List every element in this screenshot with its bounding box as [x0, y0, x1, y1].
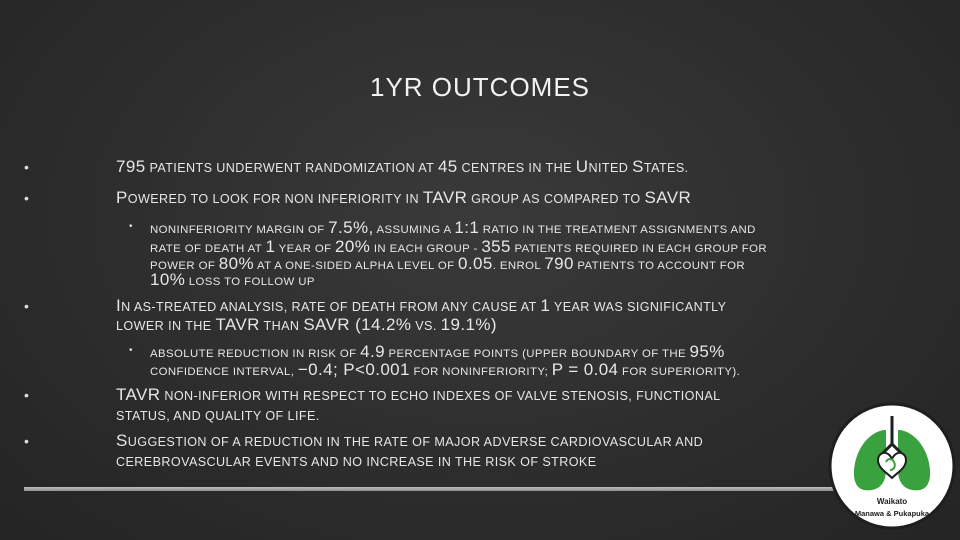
text-segment: CONFIDENCE INTERVAL, — [150, 366, 298, 378]
waikato-logo-icon — [828, 400, 956, 532]
text-segment: P — [116, 188, 128, 207]
bullet-symbol: • — [24, 433, 29, 449]
text-segment: NONINFERIORITY MARGIN OF — [150, 224, 329, 236]
text-segment: −0.4; — [297, 360, 339, 379]
text-segment: I — [116, 296, 122, 315]
text-segment: S — [632, 157, 644, 176]
text-segment: IN EACH GROUP - — [370, 243, 482, 255]
text-segment: S — [116, 431, 128, 450]
text-segment: VS. — [411, 319, 441, 333]
text-segment: TAVR — [422, 188, 468, 207]
text-segment: 0.05 — [458, 254, 493, 273]
bullet-symbol: • — [24, 190, 29, 206]
sub-bullet-line — [150, 218, 756, 237]
text-segment: CEREBROVASCULAR EVENTS AND NO INCREASE IN THE RISK OF STROKE — [116, 455, 597, 469]
text-segment: CENTRES IN THE — [457, 161, 576, 175]
bullet-line — [116, 455, 597, 469]
text-segment: N AS-TREATED ANALYSIS, RATE OF DEATH FROM ANY CAUSE AT — [121, 300, 541, 314]
text-segment: TAVR — [215, 315, 260, 334]
bullet-line — [116, 315, 497, 334]
sub-bullet-line — [150, 360, 741, 379]
bullet-symbol: • — [129, 221, 133, 232]
text-segment: UGGESTION OF A REDUCTION IN THE RATE OF MAJOR ADVERSE CARDIOVASCULAR AND — [127, 435, 704, 449]
text-segment: 355 — [481, 237, 511, 256]
text-segment: RATE OF DEATH AT — [150, 243, 266, 255]
text-segment: 95% — [689, 342, 725, 361]
text-segment: RATIO IN THE TREATMENT ASSIGNMENTS AND — [479, 224, 756, 236]
bullet-line — [116, 296, 727, 315]
text-segment: 1:1 — [454, 218, 480, 237]
text-segment: SAVR (14.2% — [303, 315, 412, 334]
text-segment: 795 — [116, 157, 146, 176]
bullet-line — [116, 188, 692, 207]
text-segment: NITED — [588, 161, 633, 175]
text-segment: PATIENTS UNDERWENT RANDOMIZATION AT — [145, 161, 438, 175]
text-segment: ABSOLUTE REDUCTION IN RISK OF — [150, 348, 361, 360]
text-segment: GROUP AS COMPARED TO — [467, 192, 645, 206]
text-segment: 1 — [540, 296, 551, 315]
bullet-symbol: • — [24, 387, 29, 403]
slide-title: 1YR OUTCOMES — [369, 72, 591, 102]
text-segment: ASSUMING A — [373, 224, 455, 236]
text-segment: LOWER IN THE — [116, 319, 216, 333]
text-segment: U — [575, 157, 589, 176]
text-segment: 19.1%) — [440, 315, 497, 334]
text-segment: YEAR OF — [275, 243, 336, 255]
text-segment: 4.9 — [360, 342, 385, 361]
text-segment: TAVR — [116, 385, 161, 404]
text-segment: . ENROL — [492, 260, 545, 272]
logo-text-top: Waikato — [876, 497, 908, 506]
sub-bullet-line — [150, 270, 315, 289]
text-segment: 45 — [437, 157, 458, 176]
text-segment: 80% — [218, 254, 255, 273]
text-segment: FOR NONINFERIORITY; — [409, 366, 552, 378]
text-segment: PATIENTS TO ACCOUNT FOR — [573, 260, 746, 272]
text-segment: 790 — [544, 254, 574, 273]
sub-bullet-line — [150, 254, 746, 273]
text-segment: PATIENTS REQUIRED IN EACH GROUP FOR — [510, 243, 768, 255]
text-segment: OWERED TO LOOK FOR NON INFERIORITY IN — [127, 192, 423, 206]
text-segment: 7.5%, — [328, 218, 374, 237]
footer-rule — [24, 487, 854, 491]
bullet-symbol: • — [24, 298, 29, 314]
text-segment: STATUS, AND QUALITY OF LIFE. — [116, 409, 320, 423]
bullet-line — [116, 431, 704, 450]
text-segment: P = 0.04 — [551, 360, 619, 379]
text-segment: LOSS TO FOLLOW UP — [185, 276, 315, 288]
bullet-symbol: • — [24, 159, 29, 175]
text-segment: 1 — [265, 237, 276, 256]
text-segment: PERCENTAGE POINTS (UPPER BOUNDARY OF THE — [384, 348, 690, 360]
bullet-line — [116, 385, 721, 404]
text-segment: SAVR — [644, 188, 692, 207]
text-segment: FOR SUPERIORITY). — [618, 366, 741, 378]
text-segment: P<0.001 — [338, 360, 410, 379]
text-segment: NON-INFERIOR WITH RESPECT TO ECHO INDEXES OF VALVE STENOSIS, FUNCTIONAL — [160, 389, 721, 403]
bullet-line — [116, 409, 320, 423]
bullet-line — [116, 157, 689, 176]
bullet-symbol: • — [129, 345, 133, 356]
sub-bullet-line — [150, 342, 725, 361]
text-segment: POWER OF — [150, 260, 219, 272]
logo-text-bottom: Manawa & Pukapuka — [854, 509, 930, 518]
text-segment: AT A ONE-SIDED ALPHA LEVEL OF — [254, 260, 459, 272]
text-segment: 10% — [150, 270, 186, 289]
text-segment: YEAR WAS SIGNIFICANTLY — [550, 300, 727, 314]
text-segment: 20% — [335, 237, 371, 256]
text-segment: THAN — [259, 319, 304, 333]
text-segment: TATES. — [643, 161, 689, 175]
